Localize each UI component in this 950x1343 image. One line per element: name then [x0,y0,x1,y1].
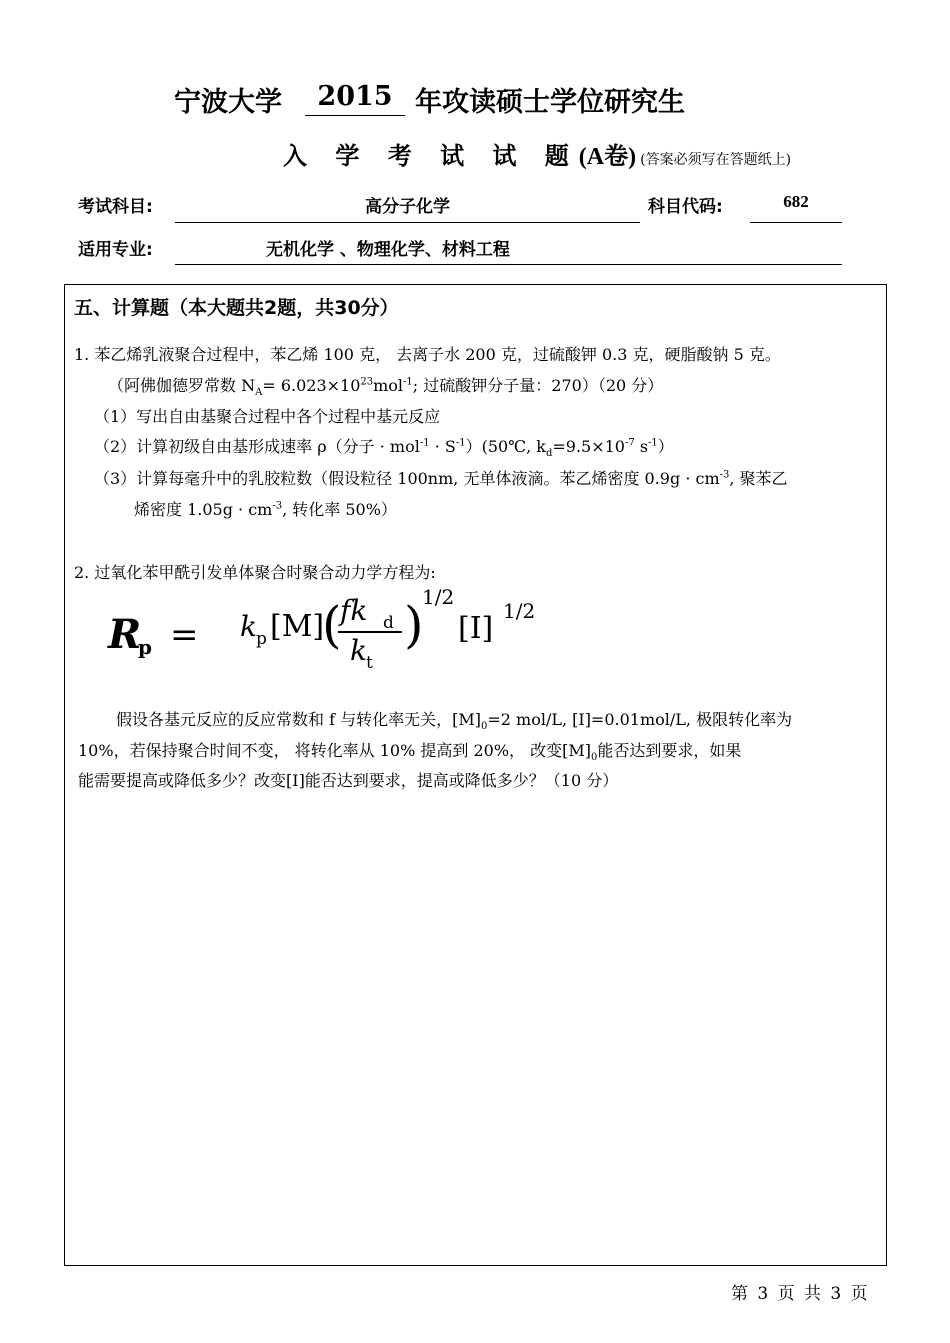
code-label: 科目代码: [648,197,723,217]
q1-sub3-line2-b: , 转化率 50%） [282,500,397,519]
q1-sub2-sub: d [545,448,553,460]
formula-equals: = [170,615,199,655]
formula-lhs-sub: p [138,635,152,659]
q1-sub3-sup: -3 [719,469,730,481]
q1-sub1: （1）写出自由基聚合过程中各个过程中基元反应 [94,407,441,426]
q1-sub2-sup1: -1 [419,437,430,449]
subject-value: 高分子化学 [365,197,450,217]
exam-title-line2 [283,136,791,171]
q2-para-line2 [78,738,741,763]
formula-numerator-sub: d [383,613,394,633]
q1-sub3-line2-a: 烯密度 1.05g · cm [134,500,273,519]
q1-line2-c: mol [373,376,404,395]
q1-sub3-line2 [134,497,397,520]
formula-denominator: k [350,634,367,667]
formula-denominator-sub: t [366,653,373,673]
q1-line1: 1. 苯乙烯乳液聚合过程中，苯乙烯 100 克， 去离子水 200 克，过硫酸钾 0.3 克，硬脂酸钠 5 克。 [74,345,781,364]
q2-para2-b: 能否达到要求，如果 [597,741,742,760]
code-value: 682 [783,192,809,211]
q1-line2-a: （阿佛伽德罗常数 N [108,376,256,395]
major-label: 适用专业: [78,240,153,260]
q2-intro: 2. 过氧化苯甲酰引发单体聚合时聚合动力学方程为: [74,563,436,582]
q2-para-line3: 能需要提高或降低多少？改变[I]能否达到要求，提高或降低多少？（10 分） [78,771,619,790]
section-title: 五、计算题（本大题共2题，共30分） [74,297,399,319]
formula-lparen: ( [322,596,342,654]
formula-lhs: R [108,611,142,658]
q2-para2-sub: 0 [591,752,598,764]
exam-year: 2015 [305,80,405,116]
q1-line2-d: ; 过硫酸钾分子量：270）（20 分） [412,376,664,395]
title-rest: 年攻读硕士学位研究生 [415,87,685,118]
q1-sub3 [94,466,788,489]
q1-sub2-sup4: -1 [648,437,658,449]
rate-equation [100,588,560,678]
q1-line2-sup1: 23 [360,376,374,388]
answer-note: (答案必须写在答题纸上) [640,152,792,168]
q2-para1-a: 假设各基元反应的反应常数和 f 与转化率无关，[M] [116,710,481,729]
code-underline [750,222,842,223]
major-underline [175,264,842,265]
formula-exponent2: 1/2 [503,599,536,623]
q1-sub2-d: =9.5×10 [552,437,625,456]
q1-sub2-a: （2）计算初级自由基形成速率 ρ（分子 · mol [94,437,420,456]
q1-line2-b: = 6.023×10 [262,376,361,395]
q1-constants [108,373,663,398]
page-number: 第 3 页 共 3 页 [731,1284,870,1304]
formula-kp-sub: p [256,629,267,649]
q1-sub2-f: ） [657,437,674,456]
q1-line2-sup2: -1 [403,376,413,388]
exam-title: 入 学 考 试 试 题 [283,141,579,170]
subject-label: 考试科目: [78,197,153,217]
q1-sub3-line2-sup: -3 [272,500,283,512]
q1-sub2-c: ）(50℃, k [465,437,546,456]
q1-sub2-e: s [634,437,649,456]
major-value: 无机化学 、物理化学、材料工程 [266,240,510,260]
q1-sub2 [94,434,674,459]
q2-para2-a: 10%，若保持聚合时间不变， 将转化率从 10% 提高到 20%， 改变[M] [78,741,591,760]
q1-sub2-b: · S [429,437,456,456]
q1-sub3-a: （3）计算每毫升中的乳胶粒数（假设粒径 100nm, 无单体液滴。苯乙烯密度 0.9g · cm [94,469,720,488]
university-name: 宁波大学 [174,87,282,118]
q2-para1-b: =2 mol/L, [I]=0.01mol/L, 极限转化率为 [487,710,793,729]
formula-m: [M] [270,609,325,644]
formula-kp: k [240,610,257,643]
q1-sub3-b: , 聚苯乙 [729,469,788,488]
subject-underline [175,222,640,223]
paper-version: (A卷) [578,144,637,170]
q2-para-line1 [116,707,792,732]
q2-para1-sub: 0 [480,721,488,733]
formula-exponent1: 1/2 [422,588,455,609]
formula-rparen: ) [404,596,424,654]
q1-sub2-sup3: -7 [624,437,635,449]
formula-numerator: fk [340,594,368,627]
q1-sub2-sup2: -1 [455,437,466,449]
q1-line2-sub: A [255,387,263,399]
formula-i: [I] [458,611,494,646]
